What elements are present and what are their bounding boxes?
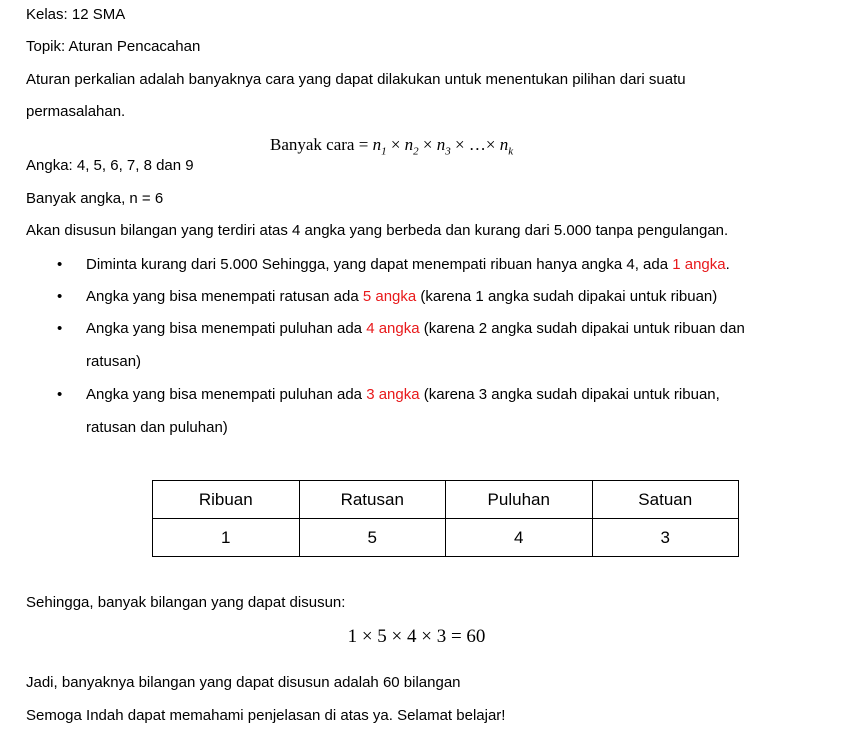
formula-ellipsis: … [468, 135, 486, 154]
highlight-4-angka: 4 angka [366, 320, 420, 337]
table-cell-satuan: 3 [592, 519, 739, 557]
bullet-dot: • [57, 288, 63, 305]
result-calculation: 1 × 5 × 4 × 3 = 60 [347, 626, 486, 647]
formula-times-3: × [455, 135, 465, 154]
formula-nk: $n_k$ [499, 135, 514, 158]
topik-line: Topik: Aturan Pencacahan [26, 38, 201, 55]
table-header-row [153, 481, 739, 519]
jadi-line: Jadi, banyaknya bilangan yang dapat disusun adalah 60 bilangan [26, 674, 461, 691]
intro-line-2: permasalahan. [26, 103, 126, 120]
semoga-line: Semoga Indah dapat memahami penjelasan di atas ya. Selamat belajar! [26, 707, 506, 724]
formula-label: Banyak cara [270, 135, 355, 154]
bullet-item-satuan: Angka yang bisa menempati puluhan ada 3 angka (karena 3 angka sudah dipakai untuk ribuan, [86, 386, 720, 403]
bullet-dot: • [57, 256, 63, 273]
formula-times-1: × [390, 135, 401, 154]
highlight-5-angka: 5 angka [362, 288, 417, 305]
bullet-item-ratusan: Angka yang bisa menempati ratusan ada 5 angka (karena 1 angka sudah dipakai untuk ribuan) [86, 288, 718, 305]
multiplication-rule-formula [270, 134, 513, 162]
bullet-item-puluhan-cont: ratusan) [86, 353, 142, 370]
intro-line-1: Aturan perkalian adalah banyaknya cara yang dapat dilakukan untuk menentukan pilihan dari suatu [26, 71, 686, 88]
formula-n1: $n_1$ [372, 135, 387, 158]
kelas-line: Kelas: 12 SMA [26, 6, 126, 23]
table-header-ribuan: Ribuan [153, 481, 300, 519]
highlight-1-angka: 1 angka [672, 256, 726, 273]
bullet-item-puluhan: Angka yang bisa menempati puluhan ada 4 angka (karena 2 angka sudah dipakai untuk ribuan dan [86, 320, 745, 337]
table-row [153, 519, 739, 557]
formula-times-2: × [422, 135, 433, 154]
table-header-puluhan: Puluhan [446, 481, 593, 519]
banyak-angka-line: Banyak angka, n = 6 [26, 190, 164, 207]
table-cell-ratusan: 5 [299, 519, 446, 557]
table-header-satuan: Satuan [592, 481, 739, 519]
bullet-item-satuan-cont: ratusan dan puluhan) [86, 419, 228, 436]
table-cell-ribuan: 1 [153, 519, 300, 557]
table-header-ratusan: Ratusan [299, 481, 446, 519]
highlight-3-angka: 3 angka [366, 386, 420, 403]
akan-disusun-line: Akan disusun bilangan yang terdiri atas 4 angka yang berbeda dan kurang dari 5.000 tanpa pengulangan. [26, 222, 729, 239]
bullet-item-ribuan: Diminta kurang dari 5.000 Sehingga, yang dapat menempati ribuan hanya angka 4, ada 1 angka. [86, 256, 730, 273]
angka-line: Angka: 4, 5, 6, 7, 8 dan 9 [26, 157, 194, 174]
bullet-dot: • [57, 386, 63, 403]
formula-times-4: × [485, 135, 496, 154]
sehingga-line: Sehingga, banyak bilangan yang dapat disusun: [26, 594, 346, 611]
formula-n3: $n_3$ [436, 135, 451, 158]
table-cell-puluhan: 4 [446, 519, 593, 557]
place-value-table [152, 480, 739, 557]
formula-n2: $n_2$ [404, 135, 419, 158]
formula-equals: = [358, 135, 369, 154]
bullet-dot: • [57, 320, 63, 337]
